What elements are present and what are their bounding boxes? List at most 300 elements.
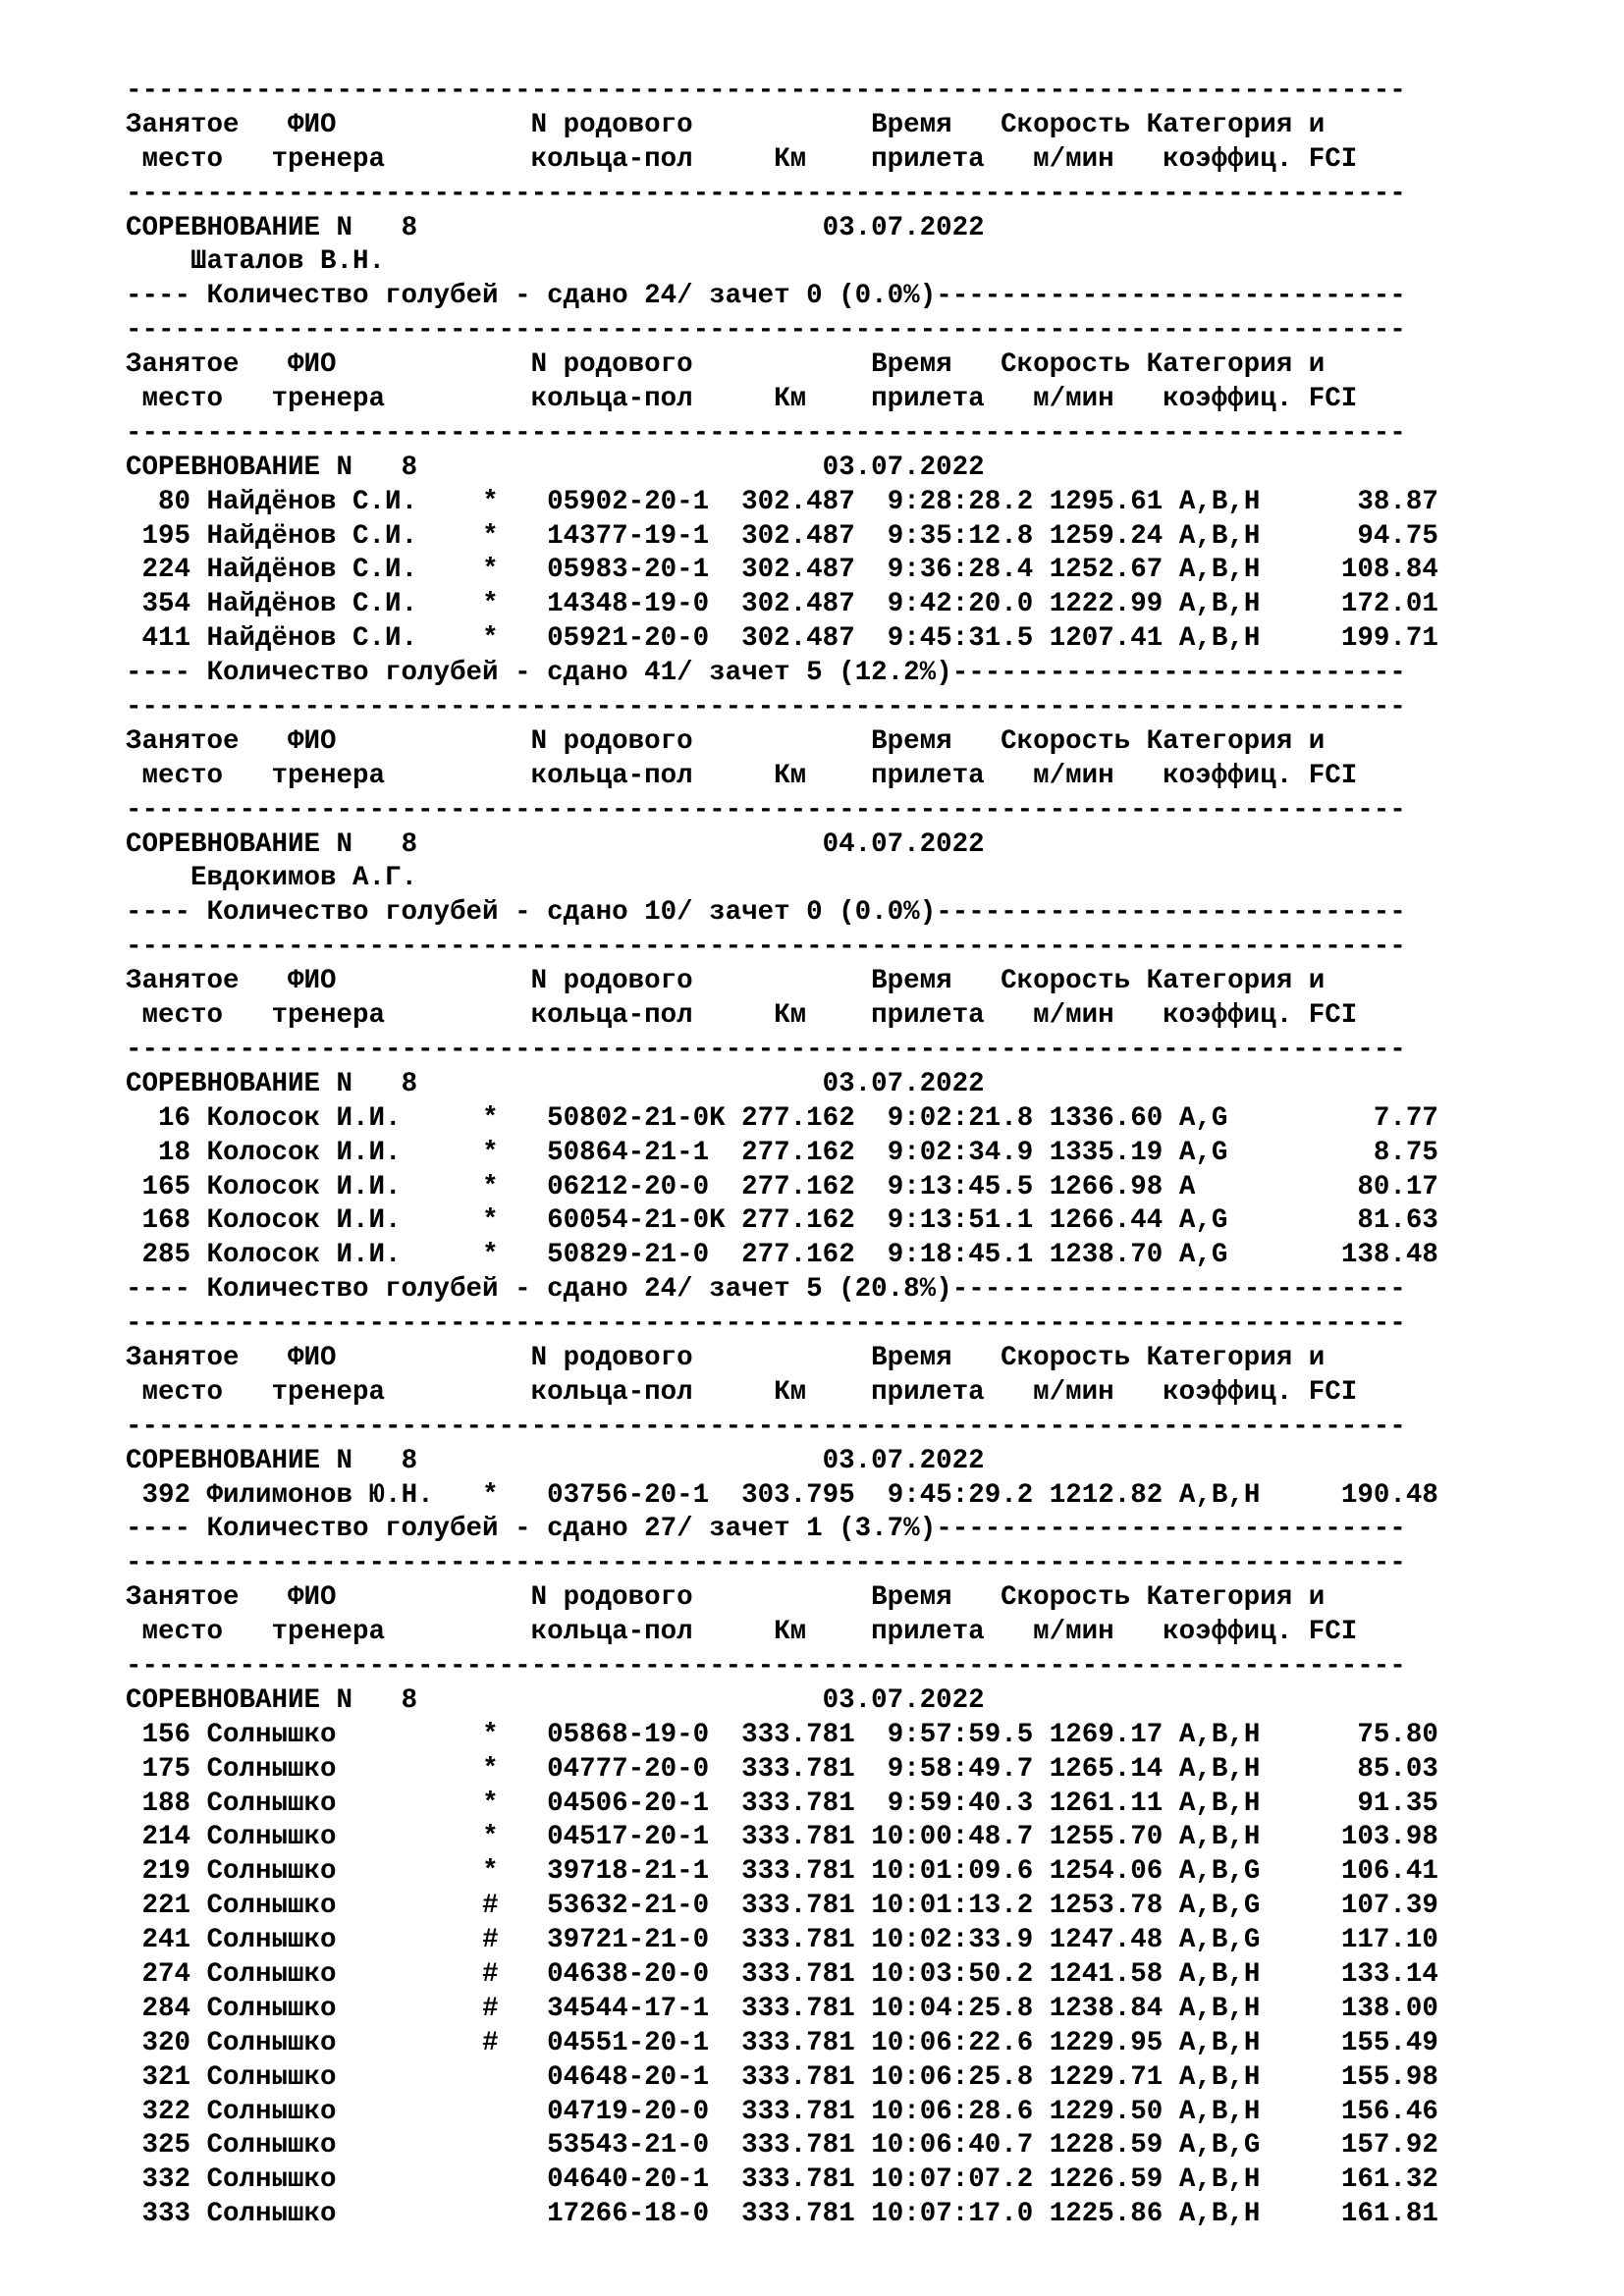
result-fci: 199.71 xyxy=(1275,623,1438,655)
competition-line xyxy=(126,1068,1438,1102)
column-header-1: Занятое ФИО N родового Время Скорость Категория и xyxy=(126,1582,1326,1614)
result-trainer: Солнышко xyxy=(206,2096,434,2127)
count-summary-line: ---- Количество голубей - сдано 10/ зачет 0 (0.0%)----------------------------- xyxy=(126,897,1406,929)
result-km: 333.781 xyxy=(741,1822,855,1853)
competition-date: 03.07.2022 xyxy=(822,452,985,483)
result-fci: 80.17 xyxy=(1275,1171,1438,1202)
result-mark: * xyxy=(482,1171,499,1202)
result-place: 411 xyxy=(126,623,191,655)
competition-line xyxy=(126,1445,1438,1479)
result-speed: 1265.14 xyxy=(1049,1753,1164,1785)
result-category: A,B,H xyxy=(1178,1993,1261,2024)
result-mark: # xyxy=(482,1891,499,1922)
result-mark: * xyxy=(482,555,499,586)
result-trainer: Найдёнов С.И. xyxy=(206,555,434,586)
separator-line: ------------------------------------------------------------------------------- xyxy=(126,1650,1406,1682)
column-header-1: Занятое ФИО N родового Время Скорость Категория и xyxy=(126,349,1326,381)
result-row xyxy=(126,1239,1438,1273)
result-km: 303.795 xyxy=(741,1479,855,1511)
result-place: 165 xyxy=(126,1171,191,1202)
result-time: 10:06:22.6 xyxy=(871,2027,1034,2058)
result-category: A,G xyxy=(1178,1137,1261,1168)
count-credited: 5 xyxy=(806,1274,823,1306)
result-trainer: Солнышко xyxy=(206,1822,434,1853)
result-category: A,B,G xyxy=(1178,1891,1261,1922)
result-row xyxy=(126,486,1438,520)
result-row xyxy=(126,2027,1438,2061)
result-fci: 85.03 xyxy=(1275,1753,1438,1785)
result-fci: 38.87 xyxy=(1275,486,1438,517)
result-fci: 107.39 xyxy=(1275,1891,1438,1922)
participant-line xyxy=(126,245,1438,280)
result-fci: 75.80 xyxy=(1275,1719,1438,1750)
result-trainer: Найдёнов С.И. xyxy=(206,623,434,655)
result-time: 9:02:21.8 xyxy=(871,1102,1034,1134)
column-header-2: место тренера кольца-пол Км прилета м/мин коэффиц. FCI xyxy=(126,384,1358,415)
result-ring: 05868-19-0 xyxy=(547,1719,726,1750)
result-row xyxy=(126,2129,1438,2163)
result-time: 9:36:28.4 xyxy=(871,555,1034,586)
result-place: 214 xyxy=(126,1822,191,1853)
competition-number: 8 xyxy=(401,212,418,243)
result-row xyxy=(126,1479,1438,1514)
separator-line: ------------------------------------------------------------------------------- xyxy=(126,76,1406,106)
result-place: 80 xyxy=(126,486,191,517)
result-speed: 1259.24 xyxy=(1049,520,1164,552)
result-category: A,B,H xyxy=(1178,2199,1261,2230)
result-ring: 50829-21-0 xyxy=(547,1240,726,1271)
separator-line: ------------------------------------------------------------------------------- xyxy=(126,178,1406,209)
result-ring: 53632-21-0 xyxy=(547,1891,726,1922)
result-category: A,B,G xyxy=(1178,2130,1261,2162)
result-ring: 05902-20-1 xyxy=(547,486,726,517)
result-time: 9:58:49.7 xyxy=(871,1753,1034,1785)
result-fci: 117.10 xyxy=(1275,1925,1438,1956)
result-place: 321 xyxy=(126,2061,191,2093)
count-percent: 0.0% xyxy=(854,281,920,312)
competition-label: СОРЕВНОВАНИЕ N xyxy=(126,1684,353,1716)
result-fci: 172.01 xyxy=(1275,589,1438,620)
result-trainer: Солнышко xyxy=(206,2061,434,2093)
result-time: 9:13:51.1 xyxy=(871,1205,1034,1237)
result-category: A,B,H xyxy=(1178,555,1261,586)
competition-date: 03.07.2022 xyxy=(822,1445,985,1476)
result-trainer: Солнышко xyxy=(206,1993,434,2024)
column-header-line xyxy=(126,1581,1438,1616)
competition-label: СОРЕВНОВАНИЕ N xyxy=(126,828,353,860)
count-credited: 0 xyxy=(806,281,823,312)
result-ring: 39721-21-0 xyxy=(547,1925,726,1956)
result-mark xyxy=(482,2097,499,2127)
result-ring: 50864-21-1 xyxy=(547,1137,726,1168)
result-trainer: Найдёнов С.И. xyxy=(206,520,434,552)
result-km: 302.487 xyxy=(741,555,855,586)
result-row xyxy=(126,1855,1438,1890)
count-mid: / зачет xyxy=(677,1274,807,1306)
separator-line: ------------------------------------------------------------------------------- xyxy=(126,315,1406,347)
count-prefix: ---- Количество голубей - сдано xyxy=(126,1274,645,1306)
result-fci: 161.32 xyxy=(1275,2164,1438,2196)
result-row xyxy=(126,1993,1438,2027)
result-place: 224 xyxy=(126,555,191,586)
result-row xyxy=(126,2163,1438,2198)
result-trainer: Солнышко xyxy=(206,1925,434,1956)
result-category: A,B,H xyxy=(1178,486,1261,517)
competition-label: СОРЕВНОВАНИЕ N xyxy=(126,212,353,243)
result-speed: 1238.84 xyxy=(1049,1993,1164,2024)
separator-line: ------------------------------------------------------------------------------- xyxy=(126,794,1406,826)
result-mark xyxy=(482,2164,499,2195)
count-mid: / зачет xyxy=(677,658,807,689)
column-header-1: Занятое ФИО N родового Время Скорость Категория и xyxy=(126,1342,1326,1373)
separator-line: ------------------------------------------------------------------------------- xyxy=(126,1034,1406,1065)
result-mark: * xyxy=(482,1102,499,1134)
result-ring: 39718-21-1 xyxy=(547,1856,726,1888)
result-row xyxy=(126,1753,1438,1788)
result-speed: 1247.48 xyxy=(1049,1925,1164,1956)
competition-number: 8 xyxy=(401,1445,418,1476)
result-place: 274 xyxy=(126,1958,191,1990)
result-km: 333.781 xyxy=(741,2027,855,2058)
result-place: 168 xyxy=(126,1205,191,1237)
result-time: 10:01:09.6 xyxy=(871,1856,1034,1888)
separator-line: ------------------------------------------------------------------------------- xyxy=(126,1411,1406,1442)
competition-date: 03.07.2022 xyxy=(822,212,985,243)
result-category: A,B,H xyxy=(1178,1788,1261,1819)
result-speed: 1212.82 xyxy=(1049,1479,1164,1511)
result-speed: 1225.86 xyxy=(1049,2199,1164,2230)
count-credited: 1 xyxy=(806,1514,823,1545)
result-mark xyxy=(482,2199,499,2229)
result-speed: 1295.61 xyxy=(1049,486,1164,517)
column-header-line xyxy=(126,725,1438,760)
count-submitted: 10 xyxy=(644,897,677,929)
result-km: 277.162 xyxy=(741,1102,855,1134)
result-trainer: Найдёнов С.И. xyxy=(206,589,434,620)
result-speed: 1207.41 xyxy=(1049,623,1164,655)
result-category: A,B,H xyxy=(1178,2164,1261,2196)
result-mark: * xyxy=(482,486,499,517)
column-header-line xyxy=(126,109,1438,143)
result-ring: 03756-20-1 xyxy=(547,1479,726,1511)
result-trainer: Солнышко xyxy=(206,1856,434,1888)
result-category: A xyxy=(1178,1171,1261,1202)
result-time: 10:07:07.2 xyxy=(871,2164,1034,2196)
competition-date: 03.07.2022 xyxy=(822,1684,985,1716)
result-fci: 155.49 xyxy=(1275,2027,1438,2058)
result-speed: 1255.70 xyxy=(1049,1822,1164,1853)
result-category: A,B,H xyxy=(1178,1753,1261,1785)
result-category: A,G xyxy=(1178,1102,1261,1134)
result-row xyxy=(126,1958,1438,1993)
result-fci: 7.77 xyxy=(1275,1102,1438,1134)
result-mark: * xyxy=(482,1788,499,1819)
result-row xyxy=(126,1137,1438,1171)
result-mark: * xyxy=(482,1856,499,1888)
result-speed: 1335.19 xyxy=(1049,1137,1164,1168)
result-category: A,B,H xyxy=(1178,1719,1261,1750)
result-place: 18 xyxy=(126,1137,191,1168)
count-summary-line: ---- Количество голубей - сдано 24/ зачет 0 (0.0%)----------------------------- xyxy=(126,281,1406,312)
competition-label: СОРЕВНОВАНИЕ N xyxy=(126,452,353,483)
result-speed: 1336.60 xyxy=(1049,1102,1164,1134)
result-mark xyxy=(482,2130,499,2161)
competition-date: 03.07.2022 xyxy=(822,1068,985,1099)
result-time: 10:04:25.8 xyxy=(871,1993,1034,2024)
result-category: A,B,H xyxy=(1178,589,1261,620)
result-speed: 1229.95 xyxy=(1049,2027,1164,2058)
result-trainer: Колосок И.И. xyxy=(206,1137,434,1168)
result-trainer: Колосок И.И. xyxy=(206,1171,434,1202)
results-report xyxy=(126,75,1438,2232)
result-mark: * xyxy=(482,520,499,552)
result-trainer: Колосок И.И. xyxy=(206,1102,434,1134)
result-mark: * xyxy=(482,1137,499,1168)
count-summary-line: ---- Количество голубей - сдано 24/ зачет 5 (20.8%)---------------------------- xyxy=(126,1274,1406,1306)
result-time: 9:45:29.2 xyxy=(871,1479,1034,1511)
column-header-2: место тренера кольца-пол Км прилета м/мин коэффиц. FCI xyxy=(126,1000,1358,1032)
result-ring: 53543-21-0 xyxy=(547,2130,726,2162)
result-row xyxy=(126,1204,1438,1239)
result-mark: * xyxy=(482,623,499,655)
count-credited: 5 xyxy=(806,658,823,689)
result-speed: 1252.67 xyxy=(1049,555,1164,586)
result-trainer: Солнышко xyxy=(206,2027,434,2058)
result-fci: 138.00 xyxy=(1275,1993,1438,2024)
result-ring: 05983-20-1 xyxy=(547,555,726,586)
result-trainer: Колосок И.И. xyxy=(206,1240,434,1271)
result-time: 9:57:59.5 xyxy=(871,1719,1034,1750)
result-km: 333.781 xyxy=(741,1719,855,1750)
result-mark: # xyxy=(482,1993,499,2024)
result-ring: 14348-19-0 xyxy=(547,589,726,620)
result-category: A,G xyxy=(1178,1205,1261,1237)
result-km: 333.781 xyxy=(741,2061,855,2093)
result-category: A,B,H xyxy=(1178,1822,1261,1853)
result-category: A,B,G xyxy=(1178,1925,1261,1956)
result-time: 9:28:28.2 xyxy=(871,486,1034,517)
result-ring: 14377-19-1 xyxy=(547,520,726,552)
count-prefix: ---- Количество голубей - сдано xyxy=(126,1514,645,1545)
result-ring: 04517-20-1 xyxy=(547,1822,726,1853)
result-ring: 04506-20-1 xyxy=(547,1788,726,1819)
result-speed: 1261.11 xyxy=(1049,1788,1164,1819)
result-time: 10:03:50.2 xyxy=(871,1958,1034,1990)
result-km: 333.781 xyxy=(741,1891,855,1922)
result-mark: * xyxy=(482,1753,499,1785)
result-time: 10:01:13.2 xyxy=(871,1891,1034,1922)
count-submitted: 24 xyxy=(644,1274,677,1306)
result-fci: 108.84 xyxy=(1275,555,1438,586)
result-ring: 04638-20-0 xyxy=(547,1958,726,1990)
result-km: 333.781 xyxy=(741,1925,855,1956)
result-ring: 06212-20-0 xyxy=(547,1171,726,1202)
result-row xyxy=(126,1102,1438,1137)
result-km: 333.781 xyxy=(741,1753,855,1785)
result-row xyxy=(126,588,1438,622)
competition-number: 8 xyxy=(401,452,418,483)
column-header-line xyxy=(126,965,1438,999)
result-mark: # xyxy=(482,2027,499,2058)
result-ring: 17266-18-0 xyxy=(547,2199,726,2230)
result-speed: 1269.17 xyxy=(1049,1719,1164,1750)
result-time: 10:00:48.7 xyxy=(871,1822,1034,1853)
result-place: 195 xyxy=(126,520,191,552)
column-header-line xyxy=(126,143,1438,178)
result-km: 302.487 xyxy=(741,520,855,552)
count-mid: / зачет xyxy=(677,1514,807,1545)
result-fci: 157.92 xyxy=(1275,2130,1438,2162)
result-km: 333.781 xyxy=(741,2164,855,2196)
result-place: 333 xyxy=(126,2199,191,2230)
result-category: A,B,H xyxy=(1178,2096,1261,2127)
separator-line: ------------------------------------------------------------------------------- xyxy=(126,1308,1406,1340)
result-mark: * xyxy=(482,1205,499,1237)
result-mark: * xyxy=(482,1822,499,1853)
result-time: 10:06:28.6 xyxy=(871,2096,1034,2127)
result-row xyxy=(126,1719,1438,1753)
column-header-2: место тренера кольца-пол Км прилета м/мин коэффиц. FCI xyxy=(126,1376,1358,1408)
result-mark: # xyxy=(482,1925,499,1956)
result-time: 9:45:31.5 xyxy=(871,623,1034,655)
result-mark: * xyxy=(482,1240,499,1271)
result-category: A,B,H xyxy=(1178,1479,1261,1511)
result-speed: 1266.98 xyxy=(1049,1171,1164,1202)
count-prefix: ---- Количество голубей - сдано xyxy=(126,897,645,929)
result-fci: 156.46 xyxy=(1275,2096,1438,2127)
result-time: 9:42:20.0 xyxy=(871,589,1034,620)
result-fci: 91.35 xyxy=(1275,1788,1438,1819)
participant-line xyxy=(126,862,1438,896)
result-time: 10:06:40.7 xyxy=(871,2130,1034,2162)
result-km: 333.781 xyxy=(741,1788,855,1819)
count-prefix: ---- Количество голубей - сдано xyxy=(126,281,645,312)
result-mark xyxy=(482,2062,499,2093)
result-speed: 1241.58 xyxy=(1049,1958,1164,1990)
result-time: 9:35:12.8 xyxy=(871,520,1034,552)
separator-line: ------------------------------------------------------------------------------- xyxy=(126,692,1406,723)
participant-name: Евдокимов А.Г. xyxy=(190,863,418,894)
result-category: A,B,H xyxy=(1178,2027,1261,2058)
result-place: 188 xyxy=(126,1788,191,1819)
result-row xyxy=(126,2061,1438,2096)
result-km: 302.487 xyxy=(741,623,855,655)
result-speed: 1222.99 xyxy=(1049,589,1164,620)
result-category: A,B,G xyxy=(1178,1856,1261,1888)
result-place: 219 xyxy=(126,1856,191,1888)
result-trainer: Солнышко xyxy=(206,2164,434,2196)
result-speed: 1226.59 xyxy=(1049,2164,1164,2196)
competition-line xyxy=(126,828,1438,863)
count-mid: / зачет xyxy=(677,897,807,929)
result-time: 9:13:45.5 xyxy=(871,1171,1034,1202)
result-ring: 34544-17-1 xyxy=(547,1993,726,2024)
count-percent: 20.8% xyxy=(854,1274,937,1306)
result-trainer: Филимонов Ю.Н. xyxy=(206,1479,434,1511)
result-trainer: Колосок И.И. xyxy=(206,1205,434,1237)
result-km: 333.781 xyxy=(741,1958,855,1990)
result-category: A,B,H xyxy=(1178,1958,1261,1990)
result-place: 241 xyxy=(126,1925,191,1956)
result-row xyxy=(126,520,1438,555)
result-km: 302.487 xyxy=(741,589,855,620)
count-submitted: 24 xyxy=(644,281,677,312)
result-km: 333.781 xyxy=(741,1993,855,2024)
count-summary-line: ---- Количество голубей - сдано 27/ зачет 1 (3.7%)----------------------------- xyxy=(126,1514,1406,1545)
result-row xyxy=(126,1171,1438,1205)
result-category: A,G xyxy=(1178,1240,1261,1271)
result-trainer: Солнышко xyxy=(206,2199,434,2230)
result-km: 302.487 xyxy=(741,486,855,517)
result-speed: 1253.78 xyxy=(1049,1891,1164,1922)
result-speed: 1266.44 xyxy=(1049,1205,1164,1237)
result-category: A,B,H xyxy=(1178,623,1261,655)
result-km: 277.162 xyxy=(741,1205,855,1237)
participant-name: Шаталов В.Н. xyxy=(190,246,386,278)
competition-label: СОРЕВНОВАНИЕ N xyxy=(126,1068,353,1099)
result-mark: * xyxy=(482,1479,499,1511)
column-header-1: Занятое ФИО N родового Время Скорость Категория и xyxy=(126,109,1326,140)
result-km: 277.162 xyxy=(741,1171,855,1202)
column-header-line xyxy=(126,1342,1438,1376)
result-ring: 04777-20-0 xyxy=(547,1753,726,1785)
separator-line: ------------------------------------------------------------------------------- xyxy=(126,932,1406,963)
result-fci: 94.75 xyxy=(1275,520,1438,552)
column-header-line xyxy=(126,760,1438,794)
result-trainer: Солнышко xyxy=(206,1891,434,1922)
column-header-2: место тренера кольца-пол Км прилета м/мин коэффиц. FCI xyxy=(126,1617,1358,1648)
result-mark: * xyxy=(482,1719,499,1750)
count-submitted: 41 xyxy=(644,658,677,689)
result-time: 9:18:45.1 xyxy=(871,1240,1034,1271)
column-header-line xyxy=(126,348,1438,383)
result-fci: 190.48 xyxy=(1275,1479,1438,1511)
count-credited: 0 xyxy=(806,897,823,929)
column-header-line xyxy=(126,999,1438,1034)
result-km: 277.162 xyxy=(741,1240,855,1271)
competition-number: 8 xyxy=(401,1068,418,1099)
competition-line xyxy=(126,212,1438,246)
result-place: 322 xyxy=(126,2096,191,2127)
result-time: 10:02:33.9 xyxy=(871,1925,1034,1956)
column-header-line xyxy=(126,1376,1438,1411)
result-ring: 60054-21-0K xyxy=(547,1205,726,1237)
result-place: 16 xyxy=(126,1102,191,1134)
result-place: 285 xyxy=(126,1240,191,1271)
count-percent: 0.0% xyxy=(854,897,920,929)
competition-number: 8 xyxy=(401,1684,418,1716)
competition-label: СОРЕВНОВАНИЕ N xyxy=(126,1445,353,1476)
result-place: 354 xyxy=(126,589,191,620)
result-fci: 133.14 xyxy=(1275,1958,1438,1990)
result-ring: 04551-20-1 xyxy=(547,2027,726,2058)
result-fci: 106.41 xyxy=(1275,1856,1438,1888)
result-place: 325 xyxy=(126,2130,191,2162)
separator-line: ------------------------------------------------------------------------------- xyxy=(126,417,1406,449)
result-trainer: Солнышко xyxy=(206,1719,434,1750)
result-km: 333.781 xyxy=(741,2096,855,2127)
result-row xyxy=(126,1788,1438,1822)
result-place: 284 xyxy=(126,1993,191,2024)
column-header-line xyxy=(126,383,1438,417)
result-fci: 161.81 xyxy=(1275,2199,1438,2230)
result-fci: 155.98 xyxy=(1275,2061,1438,2093)
result-place: 332 xyxy=(126,2164,191,2196)
result-mark: # xyxy=(482,1958,499,1990)
count-percent: 3.7% xyxy=(854,1514,920,1545)
result-trainer: Найдёнов С.И. xyxy=(206,486,434,517)
result-place: 221 xyxy=(126,1891,191,1922)
